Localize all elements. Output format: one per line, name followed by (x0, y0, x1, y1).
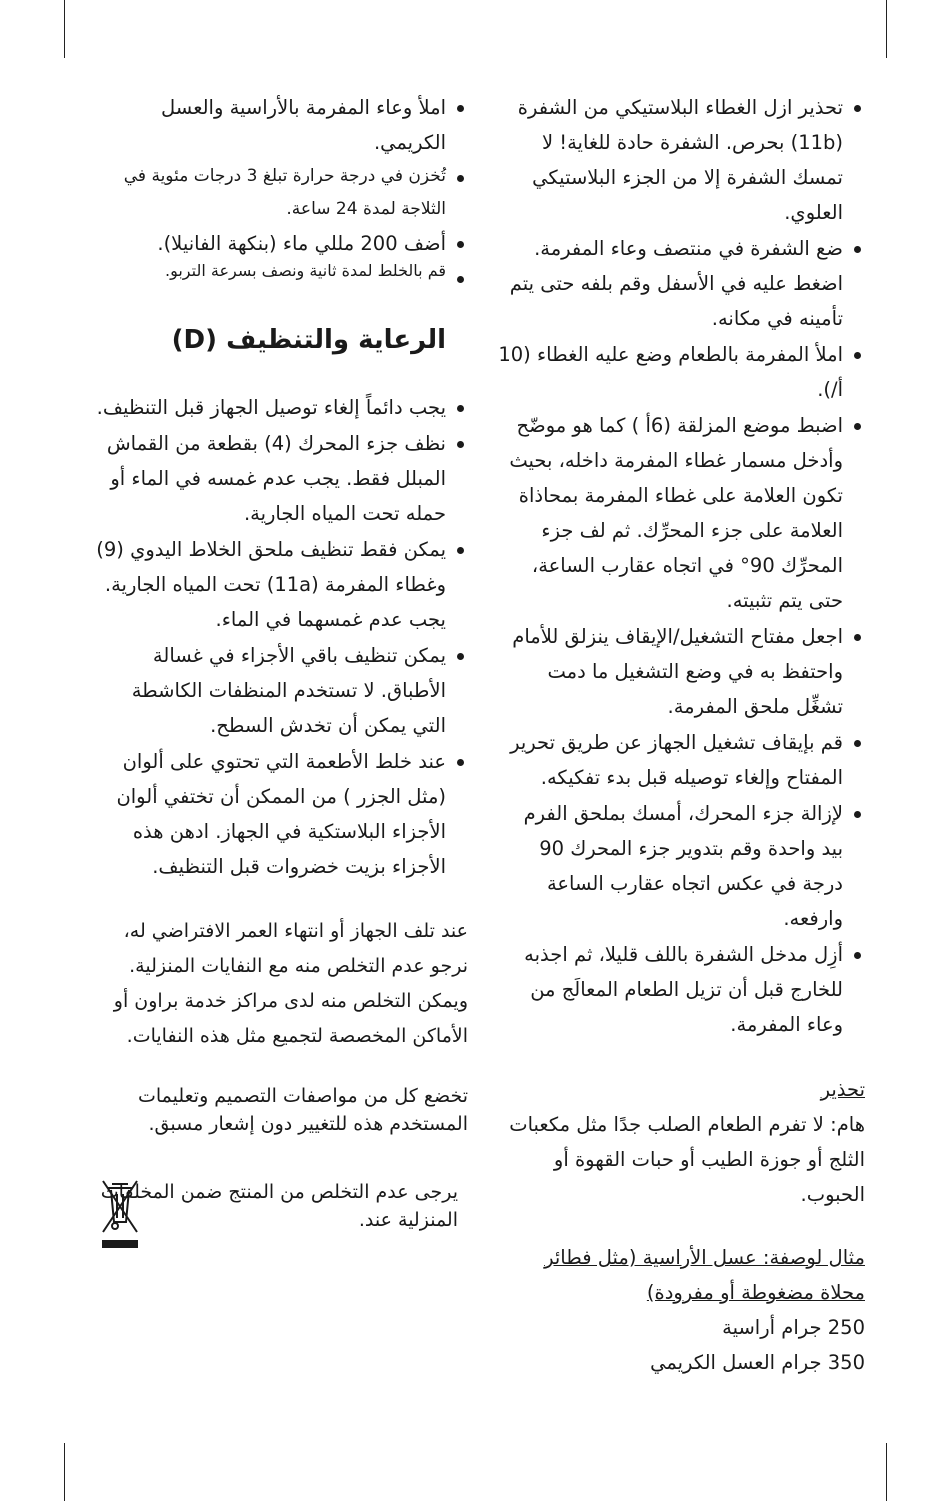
warning-block (497, 1072, 865, 1212)
crop-mark (64, 1443, 65, 1501)
list-item: اضبط موضع المزلقة (6أ ) كما هو موضّح وأدخل مسمار غطاء المفرمة داخله، بحيث تكون العلامة على غطاء المفرمة بمحاذاة العلامة على جزء المحرِّك. ثم لف جزء المحرِّك 90° في اتجاه عقارب الساعة، حتى يتم تثبيته. (497, 408, 865, 618)
weee-notice (96, 1178, 468, 1258)
recipe-block (497, 1240, 865, 1380)
list-item: عند خلط الأطعمة التي تحتوي على ألوان (مثل الجزر ) من الممكن أن تختفي ألوان الأجزاء البلاستكية في الجهاز. ادهن هذه الأجزاء بزيت خضروات قبل التنظيف. (96, 744, 468, 884)
warning-title: تحذير (820, 1078, 865, 1101)
crop-mark (886, 0, 887, 58)
disposal-paragraph: عند تلف الجهاز أو انتهاء العمر الافتراضي له، نرجو عدم التخلص منه مع النفايات المنزلية. ويمكن التخلص منه لدى مراكز خدمة براون أو الأماكن المخصصة لتجميع مثل هذه النفايات. (113, 920, 468, 1047)
left-column (96, 90, 468, 1258)
heading-code: (D) (171, 325, 218, 355)
list-item: قم بإيقاف تشغيل الجهاز عن طريق تحرير المفتاح وإلغاء توصيله قبل بدء تفكيكه. (497, 725, 865, 795)
recipe-ingredient: 350 جرام العسل الكريمي (650, 1351, 865, 1374)
heading-text: الرعاية والتنظيف (226, 325, 446, 355)
crop-mark (886, 1443, 887, 1501)
recipe-title: مثال لوصفة: عسل الأراسية (مثل فطائر (544, 1246, 865, 1269)
list-item: لإزالة جزء المحرك، أمسك بملحق الفرم بيد واحدة وقم بتدوير جزء المحرك 90 درجة في عكس اتجاه عقارب الساعة وارفعه. (497, 796, 865, 936)
specs-paragraph: تخضع كل من مواصفات التصميم وتعليمات المستخدم هذه للتغيير دون إشعار مسبق. (137, 1085, 468, 1135)
recipe-title: محلاة مضغوطة أو مفرودة) (646, 1281, 865, 1304)
list-item: تحذير ازل الغطاء البلاستيكي من الشفرة (11b) بحرص. الشفرة حادة للغاية! لا تمسك الشفرة إلا من الجزء البلاستيكي العلوي. (497, 90, 865, 230)
right-column (497, 90, 865, 1380)
care-list (96, 390, 468, 884)
list-item: ضع الشفرة في منتصف وعاء المفرمة. اضغط عليه في الأسفل وقم بلفه حتى يتم تأمينه في مكانه. (497, 231, 865, 336)
list-item: يمكن تنظيف باقي الأجزاء في غسالة الأطباق. لا تستخدم المنظفات الكاشطة التي يمكن أن تخدش السطح. (96, 638, 468, 743)
list-item: يمكن فقط تنظيف ملحق الخلاط اليدوي (9) وغطاء المفرمة (11a) تحت المياه الجارية. يجب عدم غمسهما في الماء. (96, 532, 468, 637)
list-item: نظف جزء المحرك (4) بقطعة من القماش المبلل فقط. يجب عدم غمسه في الماء أو حمله تحت المياه الجارية. (96, 426, 468, 531)
section-heading (96, 320, 446, 360)
list-item: املأ وعاء المفرمة بالأراسية والعسل الكريمي. (96, 90, 468, 160)
crop-mark (64, 0, 65, 58)
list-item: املأ المفرمة بالطعام وضع عليه الغطاء (10 أ/). (497, 337, 865, 407)
list-item: أزِل مدخل الشفرة باللف قليلا، ثم اجذبه للخارج قبل أن تزيل الطعام المعالَج من وعاء المفرمة. (497, 937, 865, 1042)
weee-text: يرجى عدم التخلص من المنتج ضمن المخلفات المنزلية عند. (100, 1181, 458, 1231)
list-item: اجعل مفتاح التشغيل/الإيقاف ينزلق للأمام واحتفظ به في وضع التشغيل ما دمت تشغِّل ملحق المفرمة. (497, 619, 865, 724)
recipe-ingredient: 250 جرام أراسية (722, 1316, 865, 1339)
assembly-steps-list (497, 90, 865, 1042)
warning-text: هام: لا تفرم الطعام الصلب جدًا مثل مكعبات الثلج أو جوزة الطيب أو حبات القهوة أو الحبوب. (509, 1113, 865, 1206)
recipe-steps-list (96, 90, 468, 280)
list-item: قم بالخلط لمدة ثانية ونصف بسرعة التربو. (96, 261, 468, 280)
list-item: تُخزن في درجة حرارة تبلغ 3 درجات مئوية في الثلاجة لمدة 24 ساعة. (96, 160, 468, 226)
crossed-out-wheelie-bin-icon (100, 1178, 140, 1252)
list-item: أضف 200 مللي ماء (بنكهة الفانيلا). (96, 226, 468, 261)
list-item: يجب دائماً إلغاء توصيل الجهاز قبل التنظيف. (96, 390, 468, 425)
